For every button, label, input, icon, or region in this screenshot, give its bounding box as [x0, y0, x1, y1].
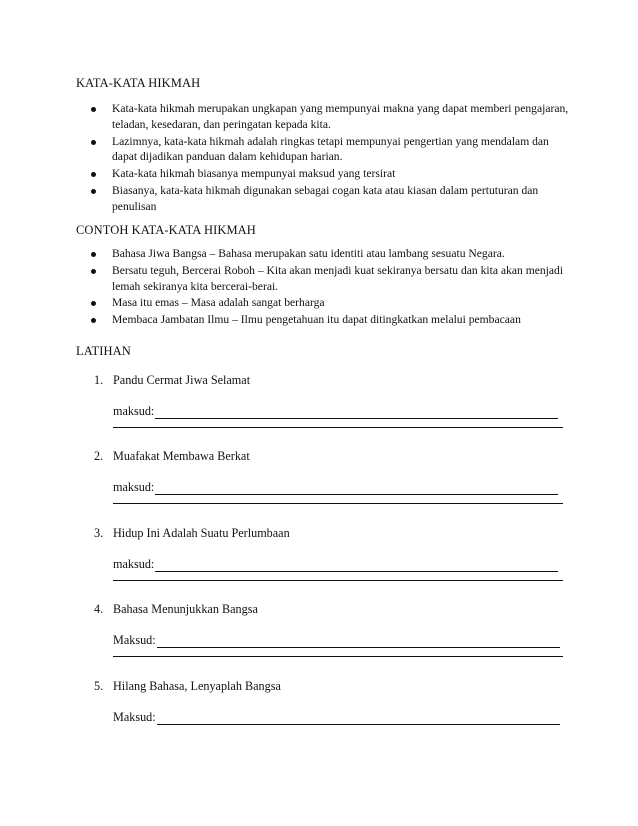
maksud-answer-line[interactable] — [113, 557, 558, 572]
answer-blank[interactable] — [155, 482, 558, 495]
section-heading-latihan: LATIHAN — [76, 344, 131, 358]
bullet-icon — [91, 189, 96, 194]
proverb-text: Hidup Ini Adalah Suatu Perlumbaan — [113, 526, 290, 540]
answer-blank-continuation[interactable] — [113, 502, 563, 504]
bullet-icon — [91, 140, 96, 145]
bullet-icon — [91, 107, 96, 112]
answer-blank[interactable] — [157, 635, 560, 648]
exercise-number: 2. — [94, 449, 104, 463]
exercise-title — [94, 602, 569, 620]
list-item: Kata-kata hikmah merupakan ungkapan yang mempunyai makna yang dapat memberi pengajaran, teladan, kesedaran, dan peringatan kepada kita. — [91, 101, 571, 133]
exercise-item — [94, 449, 569, 494]
answer-blank[interactable] — [157, 712, 560, 725]
answer-blank-continuation[interactable] — [113, 655, 563, 657]
exercise-number: 1. — [94, 373, 104, 387]
maksud-answer-line[interactable] — [113, 633, 560, 648]
maksud-label: maksud: — [113, 404, 155, 418]
exercise-number: 5. — [94, 679, 104, 693]
maksud-label: Maksud: — [113, 710, 156, 724]
exercise-item — [94, 602, 569, 647]
maksud-label: maksud: — [113, 557, 155, 571]
exercise-title — [94, 449, 569, 467]
answer-blank[interactable] — [155, 559, 558, 572]
answer-blank[interactable] — [155, 406, 558, 419]
section-heading-contoh: CONTOH KATA-KATA HIKMAH — [76, 223, 256, 237]
list-item: Bersatu teguh, Bercerai Roboh – Kita akan menjadi kuat sekiranya bersatu dan kita akan menjadi lemah sekiranya kita bercerai-berai. — [91, 263, 571, 295]
exercise-item — [94, 526, 569, 571]
proverb-text: Hilang Bahasa, Lenyaplah Bangsa — [113, 679, 281, 693]
exercise-item — [94, 679, 569, 724]
exercise-number: 4. — [94, 602, 104, 616]
exercise-title — [94, 373, 569, 391]
list-item: Masa itu emas – Masa adalah sangat berharga — [91, 295, 571, 311]
list-item: Biasanya, kata-kata hikmah digunakan sebagai cogan kata atau kiasan dalam pertuturan dan penulisan — [91, 183, 571, 215]
bullet-icon — [91, 318, 96, 323]
list-item: Membaca Jambatan Ilmu – Ilmu pengetahuan itu dapat ditingkatkan melalui pembacaan — [91, 312, 571, 328]
maksud-answer-line[interactable] — [113, 480, 558, 495]
list-item: Kata-kata hikmah biasanya mempunyai maksud yang tersirat — [91, 166, 571, 182]
proverb-text: Muafakat Membawa Berkat — [113, 449, 250, 463]
bullet-icon — [91, 252, 96, 257]
maksud-label: Maksud: — [113, 633, 156, 647]
maksud-answer-line[interactable] — [113, 710, 560, 725]
list-item: Bahasa Jiwa Bangsa – Bahasa merupakan satu identiti atau lambang sesuatu Negara. — [91, 246, 571, 262]
maksud-label: maksud: — [113, 480, 155, 494]
exercise-item — [94, 373, 569, 418]
contoh-bullet-list — [91, 246, 571, 329]
proverb-text: Bahasa Menunjukkan Bangsa — [113, 602, 258, 616]
exercise-number: 3. — [94, 526, 104, 540]
exercise-title — [94, 679, 569, 697]
bullet-icon — [91, 301, 96, 306]
answer-blank-continuation[interactable] — [113, 426, 563, 428]
section-heading-kata-kata-hikmah: KATA-KATA HIKMAH — [76, 76, 201, 90]
bullet-icon — [91, 269, 96, 274]
bullet-icon — [91, 172, 96, 177]
exercise-title — [94, 526, 569, 544]
maksud-answer-line[interactable] — [113, 404, 558, 419]
list-item: Lazimnya, kata-kata hikmah adalah ringkas tetapi mempunyai pengertian yang mendalam dan dapat dijadikan panduan dalam kehidupan harian. — [91, 134, 571, 166]
answer-blank-continuation[interactable] — [113, 579, 563, 581]
proverb-text: Pandu Cermat Jiwa Selamat — [113, 373, 251, 387]
kata-hikmah-bullet-list — [91, 101, 571, 216]
